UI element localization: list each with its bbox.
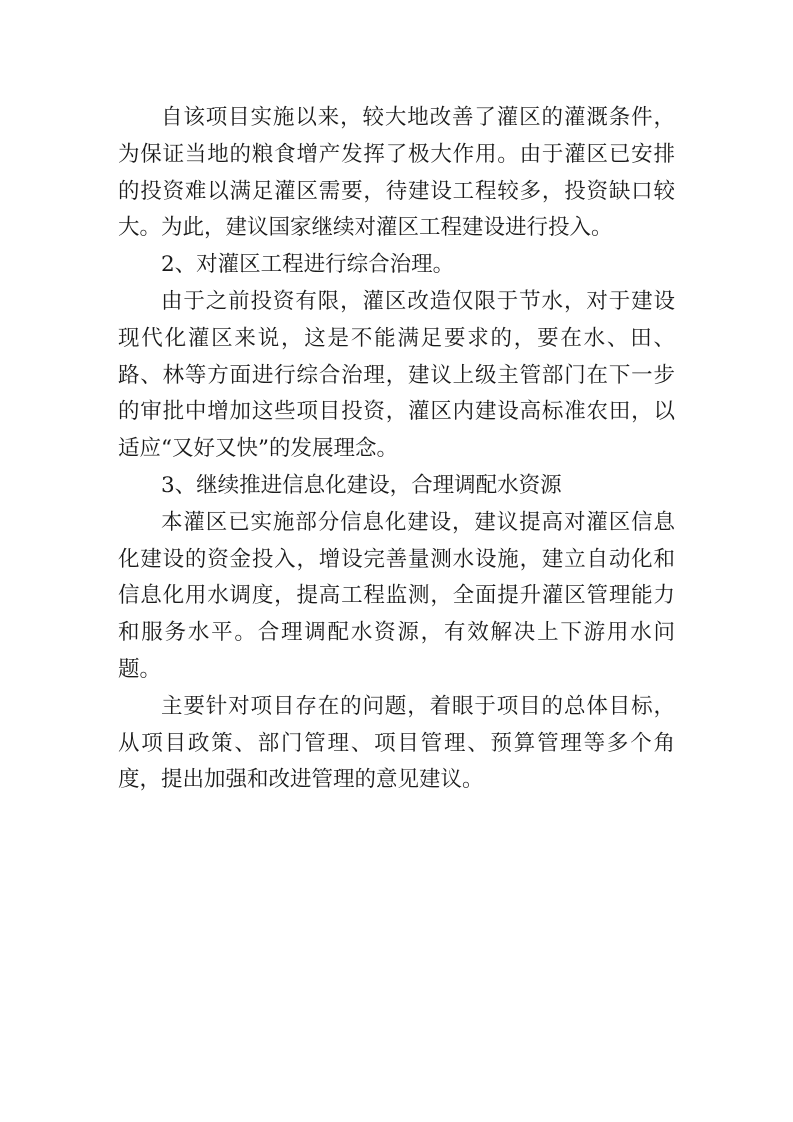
document-body [118, 100, 675, 799]
paragraph-irrigation-improvement: 自该项目实施以来，较大地改善了灌区的灌溉条件，为保证当地的粮食增产发挥了极大作用。由于灌区已安排的投资难以满足灌区需要，待建设工程较多，投资缺口较大。为此，建议国家继续对灌区工程建设进行投入。 [118, 105, 675, 241]
section-heading-informatization: 3、继续推进信息化建设，合理调配水资源 [161, 472, 562, 498]
paragraph-comprehensive-treatment: 由于之前投资有限，灌区改造仅限于节水，对于建设现代化灌区来说，这是不能满足要求的，要在水、田、路、林等方面进行综合治理，建议上级主管部门在下一步的审批中增加这些项目投资，灌区内建设高标准农田，以适应“又好又快”的发展理念。 [118, 288, 675, 462]
section-heading-comprehensive-treatment: 2、对灌区工程进行综合治理。 [161, 252, 455, 278]
paragraph-management-suggestions: 主要针对项目存在的问题，着眼于项目的总体目标，从项目政策、部门管理、项目管理、预算管理等多个角度，提出加强和改进管理的意见建议。 [118, 693, 675, 793]
paragraph-informatization: 本灌区已实施部分信息化建设，建议提高对灌区信息化建设的资金投入，增设完善量测水设施，建立自动化和信息化用水调度，提高工程监测，全面提升灌区管理能力和服务水平。合理调配水资源，有效解决上下游用水问题。 [118, 509, 675, 682]
